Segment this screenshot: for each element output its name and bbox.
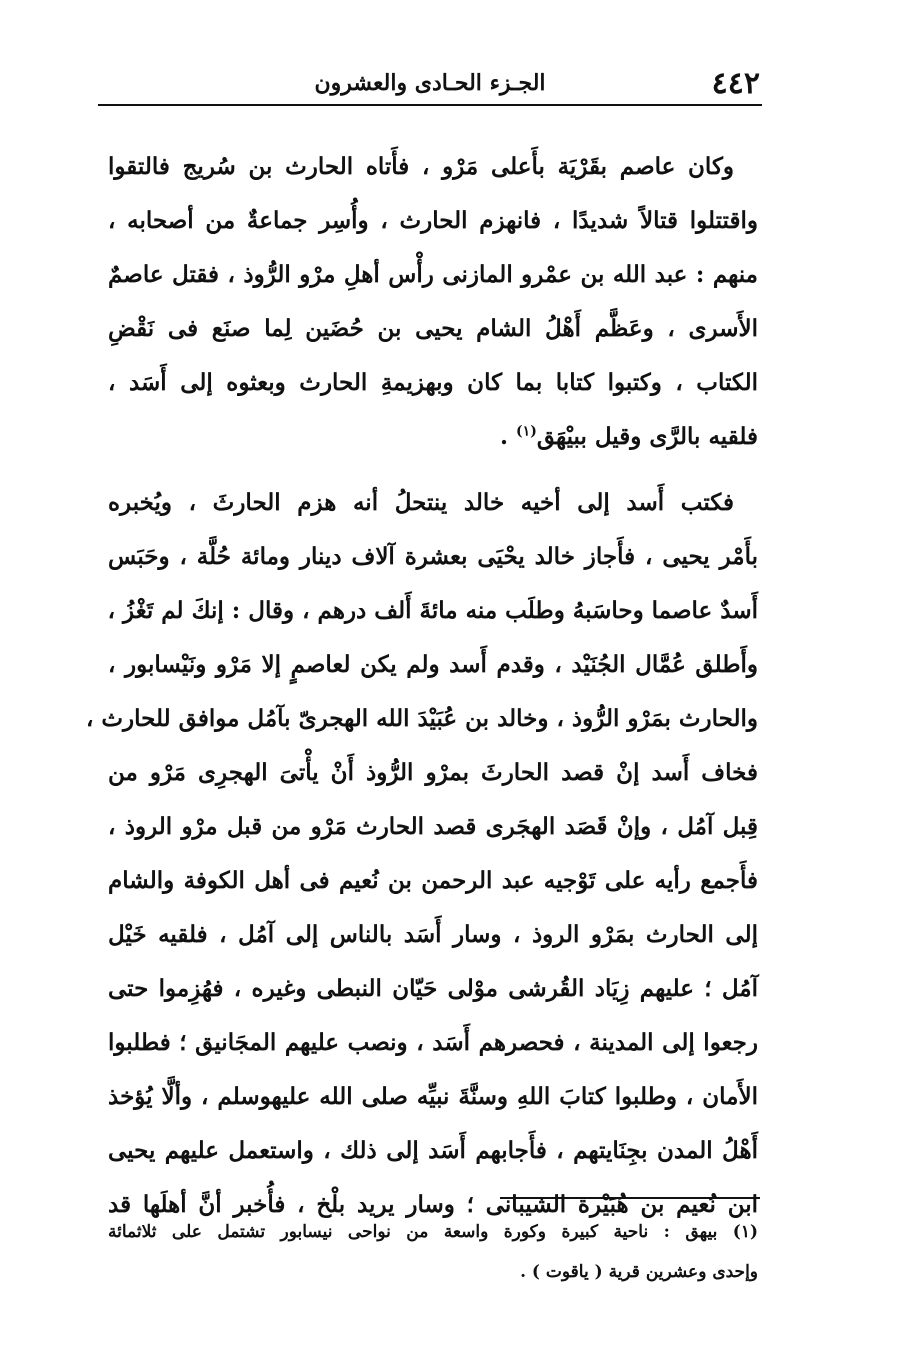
text-line: قِبل آمُل ، وإنْ قَصَد الهجَرى قصد الحارث مَرْو من قبل مرْو الروذ ، bbox=[108, 813, 758, 840]
text-line: والحارث بمَرْو الرُّوذ ، وخالد بن عُبَيْدَ الله الهجرىّ بآمُل موافق للحارث ، bbox=[85, 705, 758, 732]
text-line: وأَطلق عُمَّال الجُنَيْد ، وقدم أَسد ولم يكن لعاصمٍ إلا مَرْو ونَيْسابور ، bbox=[108, 651, 758, 678]
text-line: فأَجمع رأيه على تَوْجيه عبد الرحمن بن نُعيم فى أهل الكوفة والشام bbox=[108, 867, 758, 894]
text-line: أَسدٌ عاصما وحاسَبهُ وطلَب منه مائةَ أَلف درهم ، وقال : إنكَ لم تَغْزُ ، bbox=[107, 597, 758, 624]
text-line: آمُل ؛ عليهم زِيَاد القُرشى موْلى حَيّان النبطى وغيره ، فهُزِموا حتى bbox=[108, 975, 758, 1002]
main-text bbox=[85, 140, 758, 1232]
text-line: رجعوا إلى المدينة ، فحصرهم أَسَد ، ونصب عليهم المجَانيق ؛ فطلبوا bbox=[108, 1029, 758, 1056]
text-line: الأَمان ، وطلبوا كتابَ اللهِ وسنَّةَ نبيِّه صلى الله عليهوسلم ، وألَّا يُؤخذ bbox=[108, 1083, 758, 1110]
footnote bbox=[108, 1212, 758, 1292]
text-line: الأَسرى ، وعَظَّم أَهْلُ الشام يحيى بن حُضَين لِما صنَع فى نَقْضِ bbox=[108, 315, 758, 342]
footnote-marker: (١) bbox=[516, 423, 537, 440]
header-rule bbox=[98, 104, 762, 106]
text-line: واقتتلوا قتالاً شديدًا ، فانهزم الحارث ، وأُسِر جماعةٌ من أصحابه ، bbox=[108, 207, 758, 234]
running-title: الجـزء الحـادى والعشرون bbox=[314, 70, 546, 96]
paragraph bbox=[108, 140, 758, 464]
footnote-line: وإحدى وعشرين قرية ( ياقوت ) . bbox=[520, 1262, 758, 1282]
text-line-content: فلقيه بالرَّى وقيل ببيْهَق bbox=[536, 423, 758, 450]
text-line: أَهْلُ المدن بجِنَايتهم ، فأَجابهم أَسَد إلى ذلك ، واستعمل عليهم يحيى bbox=[108, 1137, 758, 1164]
sentence-end: . bbox=[500, 423, 509, 450]
footnote-rule bbox=[500, 1197, 760, 1199]
footnote-line: (١) بيهق : ناحية كبيرة وكورة واسعة من نواحى نيسابور تشتمل على ثلاثمائة bbox=[108, 1222, 758, 1242]
paragraph bbox=[85, 476, 758, 1232]
text-line: وكان عاصم بقَرْيَة بأَعلى مَرْو ، فأَتاه الحارث بن سُريج فالتقوا bbox=[108, 153, 734, 180]
text-line: ابن نُعيم بن هُبَيْرة الشيبانى ؛ وسار يريد بلْخ ، فأُخبر أنَّ أهلَها قد bbox=[108, 1191, 758, 1218]
text-line: بأَمْر يحيى ، فأَجاز خالد يحْيَى بعشرة آلاف دينار ومائة حُلَّة ، وحَبَس bbox=[108, 543, 758, 570]
text-line: الكتاب ، وكتبوا كتابا بما كان وبهزيمةِ الحارث وبعثوه إلى أَسَد ، bbox=[108, 369, 758, 396]
text-line bbox=[108, 410, 758, 464]
text-line: فكتب أَسد إلى أخيه خالد ينتحلُ أنه هزم الحارثَ ، ويُخبره bbox=[108, 489, 734, 516]
page-number: ٤٤٢ bbox=[711, 66, 760, 101]
text-line: فخاف أَسد إنْ قصد الحارثَ بمرْو الرُّوذ أَنْ يأْتىَ الهجرِى مَرْو من bbox=[108, 759, 758, 786]
text-line: منهم : عبد الله بن عمْرو المازنى رأْس أهلِ مرْو الرُّوذ ، فقتل عاصمٌ bbox=[108, 261, 758, 288]
text-line: إلى الحارث بمَرْو الروذ ، وسار أَسَد بالناس إلى آمُل ، فلقيه خَيْل bbox=[108, 921, 758, 948]
page-header bbox=[100, 62, 760, 106]
